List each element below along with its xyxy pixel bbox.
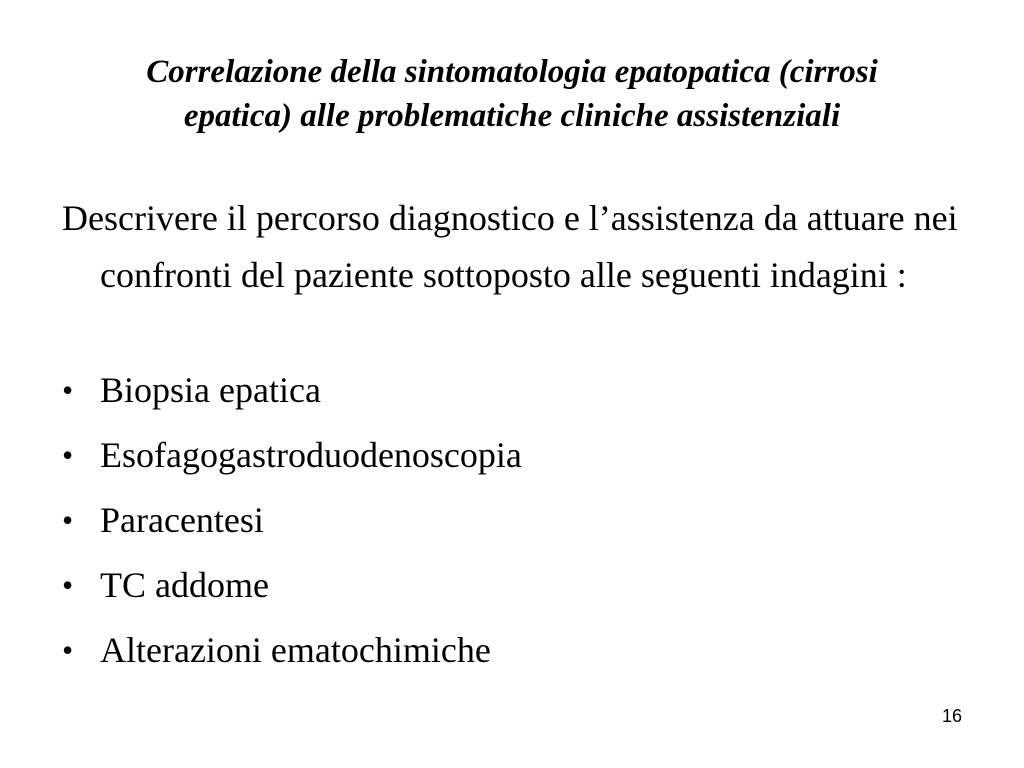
slide-title-line-2: epatica) alle problematiche cliniche assistenziali [183,98,841,134]
bullet-item [62,362,962,427]
slide-title [40,50,984,138]
bullet-icon: • [62,372,74,408]
slide-title-line-1: Correlazione della sintomatologia epatopatica (cirrosi [146,54,878,90]
page-number: 16 [941,706,962,726]
bullet-item [62,622,962,687]
bullet-text: TC addome [100,565,269,605]
bullet-icon: • [62,632,74,668]
bullet-item [62,427,962,492]
bullet-icon: • [62,567,74,603]
bullet-icon: • [62,437,74,473]
bullet-text: Esofagogastroduodenoscopia [100,435,522,475]
bullet-text: Alterazioni ematochimiche [100,630,491,670]
bullet-text: Biopsia epatica [100,370,321,410]
bullet-icon: • [62,502,74,538]
intro-paragraph: Descrivere il percorso diagnostico e l’assistenza da attuare nei confronti del paziente sottoposto alle seguenti indagini : [62,198,958,295]
bullet-list [62,362,962,687]
bullet-text: Paracentesi [100,500,264,540]
bullet-item [62,492,962,557]
bullet-item [62,557,962,622]
